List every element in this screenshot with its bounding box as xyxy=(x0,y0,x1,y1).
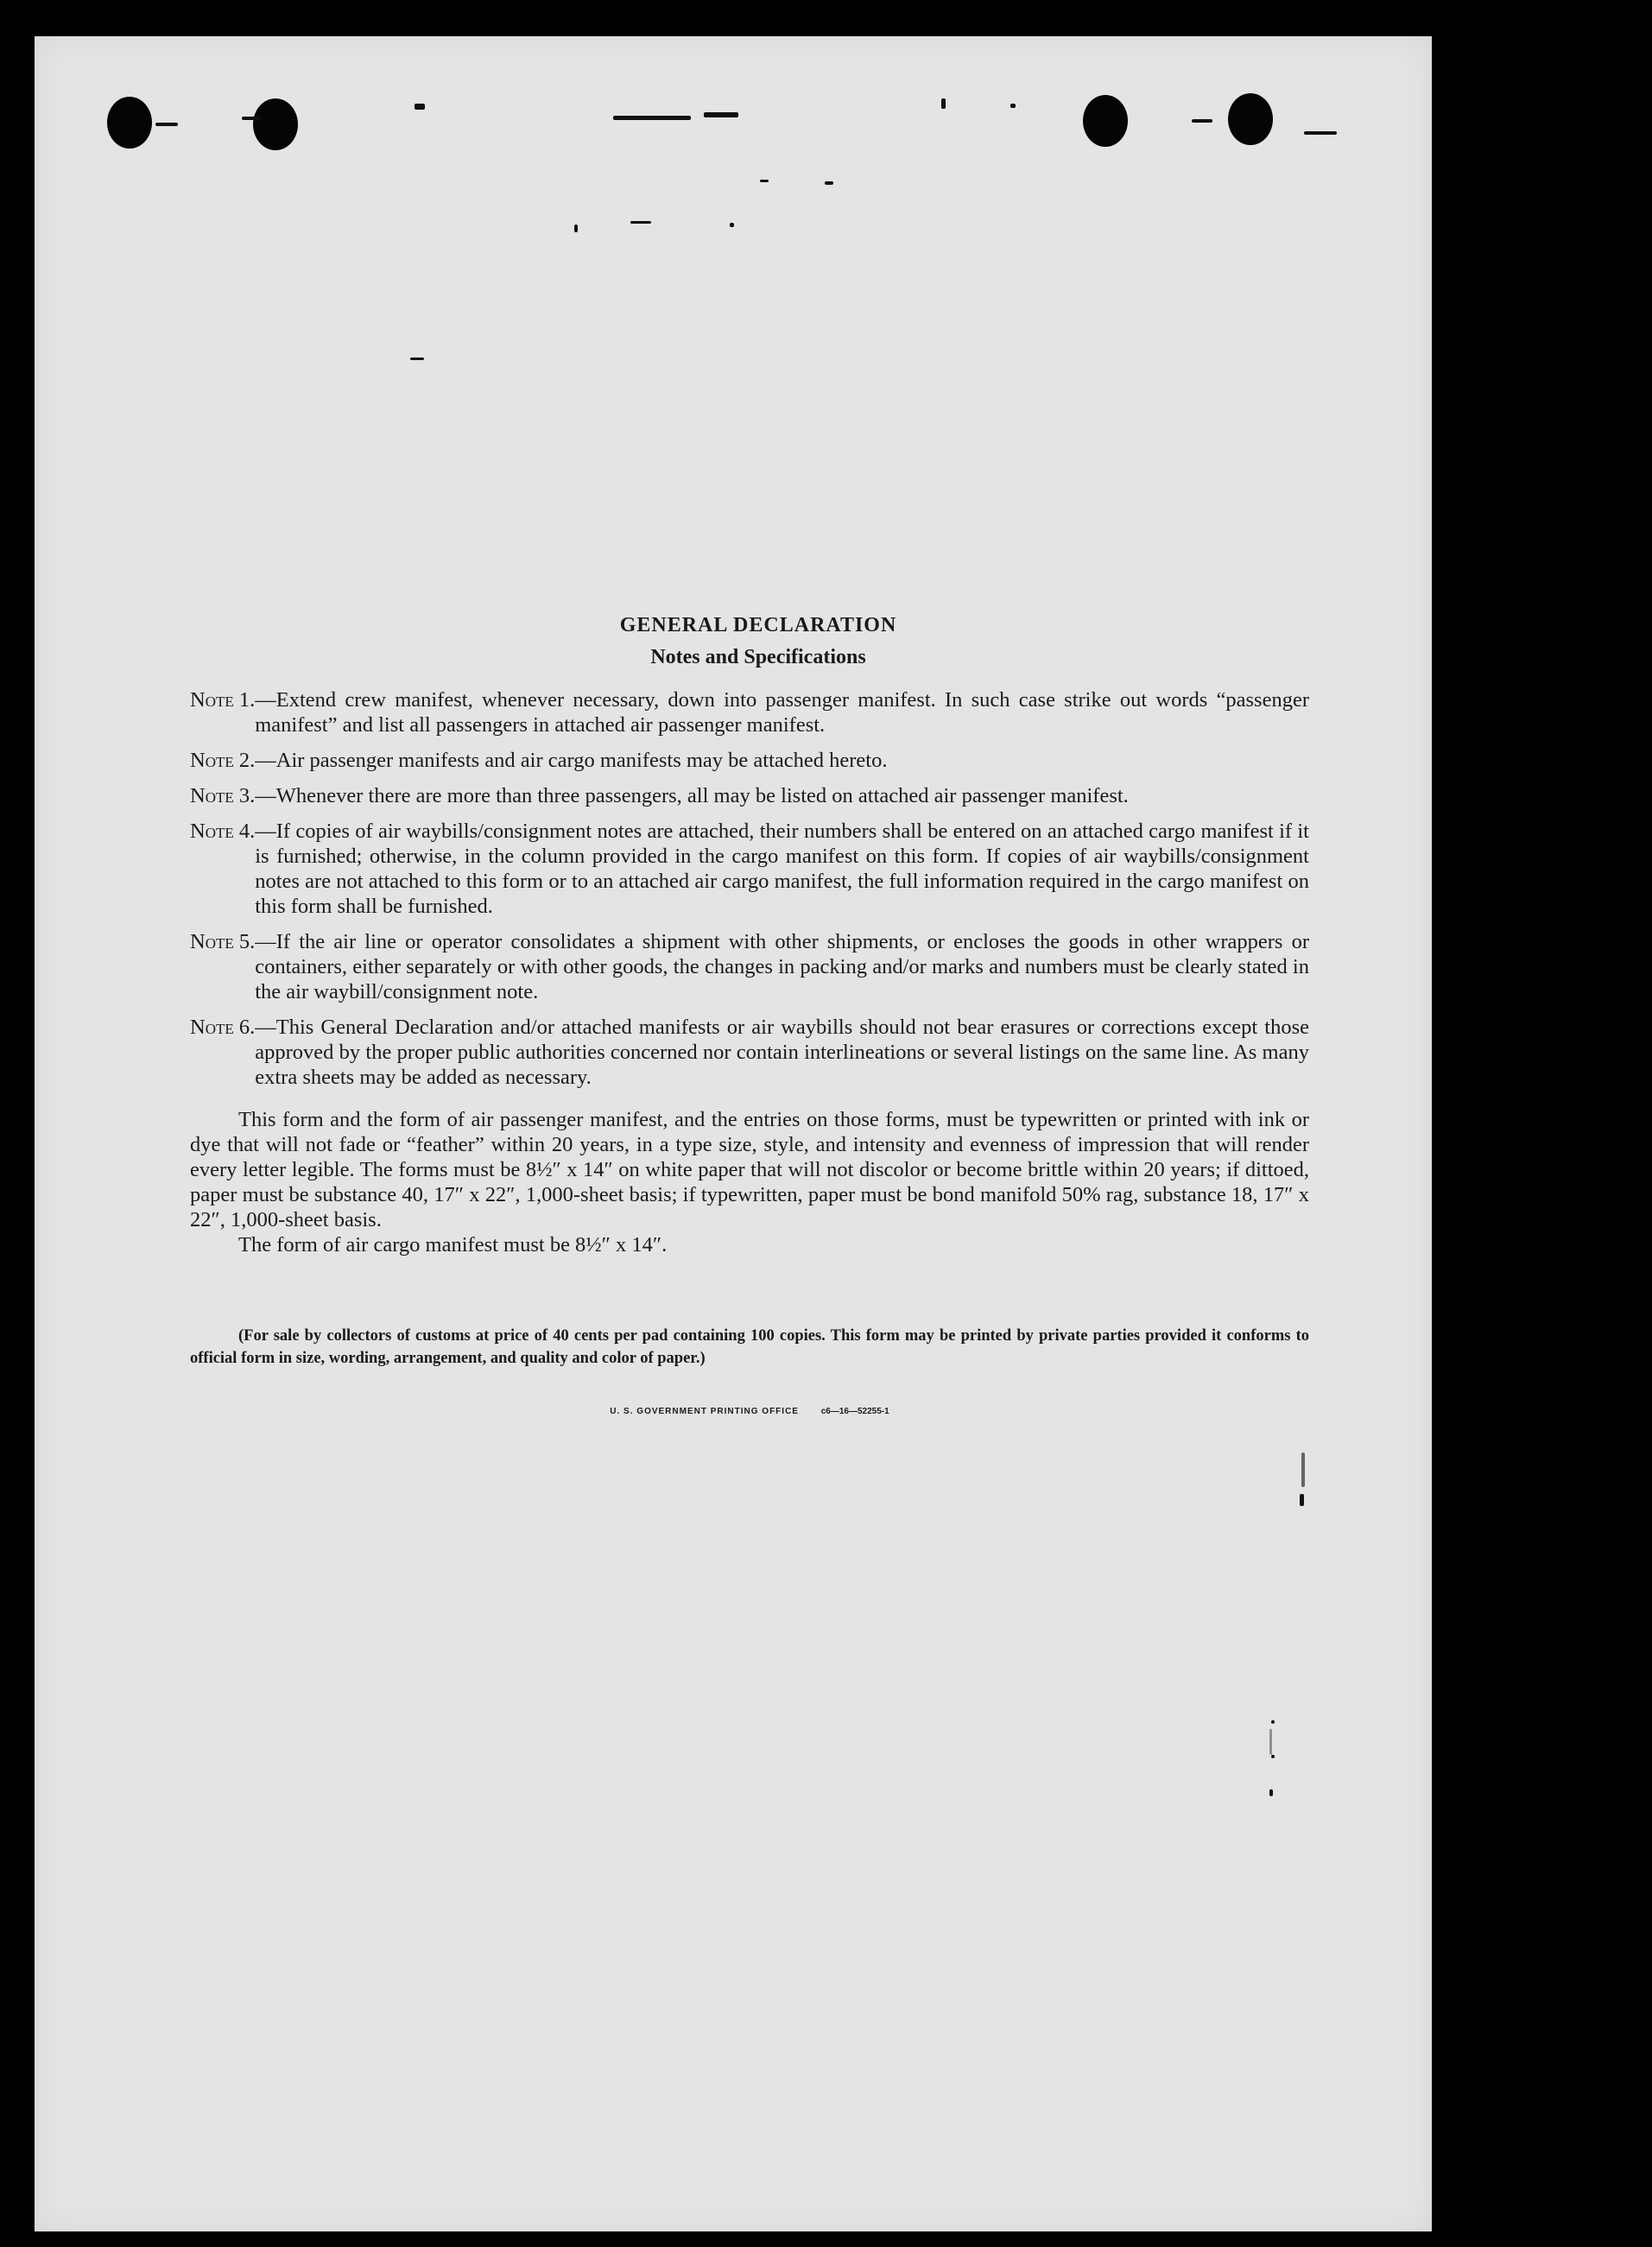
notes-section xyxy=(190,613,1309,1424)
scan-mark xyxy=(1271,1755,1275,1758)
document-title: GENERAL DECLARATION xyxy=(619,614,897,636)
punch-hole xyxy=(1228,93,1273,145)
scan-mark xyxy=(1300,1494,1304,1506)
scan-mark xyxy=(1301,1453,1305,1487)
note-label: Note 6. xyxy=(190,1016,256,1039)
scan-mark xyxy=(574,225,578,232)
note-label: Note 3. xyxy=(190,784,256,807)
note-6 xyxy=(190,1015,1309,1090)
scan-mark xyxy=(1271,1720,1275,1724)
scan-mark xyxy=(1304,131,1337,135)
scan-mark xyxy=(730,223,734,227)
note-text: —Whenever there are more than three passengers, all may be listed on attached air passenger manifest. xyxy=(255,784,1129,807)
note-text: —This General Declaration and/or attached manifests or air waybills should not bear erasures or corrections except those approved by the proper public authorities concerned nor contain interlineations or several listings on the same line. As many extra sheets may be added as necessary. xyxy=(255,1016,1309,1089)
scan-mark xyxy=(1010,104,1016,108)
scan-mark xyxy=(1269,1729,1272,1755)
note-5 xyxy=(190,929,1309,1004)
scan-mark xyxy=(825,181,833,185)
note-3 xyxy=(190,783,1309,808)
note-text: —If copies of air waybills/consignment notes are attached, their numbers shall be entered on an attached cargo manifest if it is furnished; otherwise, in the column provided in the cargo manifest on this form. If copies of air waybills/consignment notes are not attached to this form or to an attached air cargo manifest, the full information required in the cargo manifest on this form shall be furnished. xyxy=(255,820,1309,918)
punch-hole xyxy=(107,97,152,149)
cargo-manifest-size: The form of air cargo manifest must be 8½″ x 14″. xyxy=(238,1233,668,1256)
scan-mark xyxy=(1192,119,1212,123)
scan-mark xyxy=(155,123,178,126)
specification-paragraph: This form and the form of air passenger manifest, and the entries on those forms, must be typewritten or printed with ink or dye that will not fade or “feather” within 20 years, in a type size, style, and intensity and evenness of impression that will render every letter legible. The forms must be 8½″ x 14″ on white paper that will not discolor or become brittle within 20 years; if dittoed, paper must be substance 40, 17″ x 22″, 1,000-sheet basis; if typewritten, paper must be bond manifold 50% rag, substance 18, 17″ x 22″, 1,000-sheet basis. xyxy=(190,1108,1309,1231)
scan-mark xyxy=(941,98,946,109)
note-label: Note 4. xyxy=(190,820,256,843)
scan-mark xyxy=(1269,1789,1273,1796)
scan-mark xyxy=(760,180,769,182)
note-2 xyxy=(190,748,1309,773)
scan-mark xyxy=(415,104,425,110)
note-4 xyxy=(190,819,1309,919)
scan-mark xyxy=(704,112,738,117)
note-text: —Extend crew manifest, whenever necessary, down into passenger manifest. In such case strike out words “passenger manifest” and list all passengers in attached air passenger manifest. xyxy=(255,688,1309,737)
printer-code: c6—16—52255-1 xyxy=(820,1407,889,1416)
document-page xyxy=(35,36,1432,2231)
note-1 xyxy=(190,687,1309,737)
note-text: —If the air line or operator consolidates a shipment with other shipments, or encloses the goods in other wrappers or containers, either separately or with other goods, the changes in packing and/or marks and numbers must be clearly stated in the air waybill/consignment note. xyxy=(255,930,1309,1003)
punch-hole xyxy=(253,98,298,150)
document-subtitle: Notes and Specifications xyxy=(650,646,866,668)
note-label: Note 5. xyxy=(190,930,256,953)
scan-mark xyxy=(242,117,261,120)
note-text: —Air passenger manifests and air cargo manifests may be attached hereto. xyxy=(255,749,888,772)
printer-name: U. S. GOVERNMENT PRINTING OFFICE xyxy=(610,1407,799,1416)
scan-mark xyxy=(613,116,691,120)
scan-mark xyxy=(410,358,424,360)
punch-hole xyxy=(1083,95,1128,147)
note-label: Note 2. xyxy=(190,749,256,772)
sale-notice: (For sale by collectors of customs at price of 40 cents per pad containing 100 copies. This form may be printed by private parties provided it conforms to official form in size, wording, arrangement, and quality and color of paper.) xyxy=(190,1327,1309,1367)
printer-imprint xyxy=(190,1399,1309,1424)
scan-mark xyxy=(630,221,651,224)
note-label: Note 1. xyxy=(190,688,256,712)
